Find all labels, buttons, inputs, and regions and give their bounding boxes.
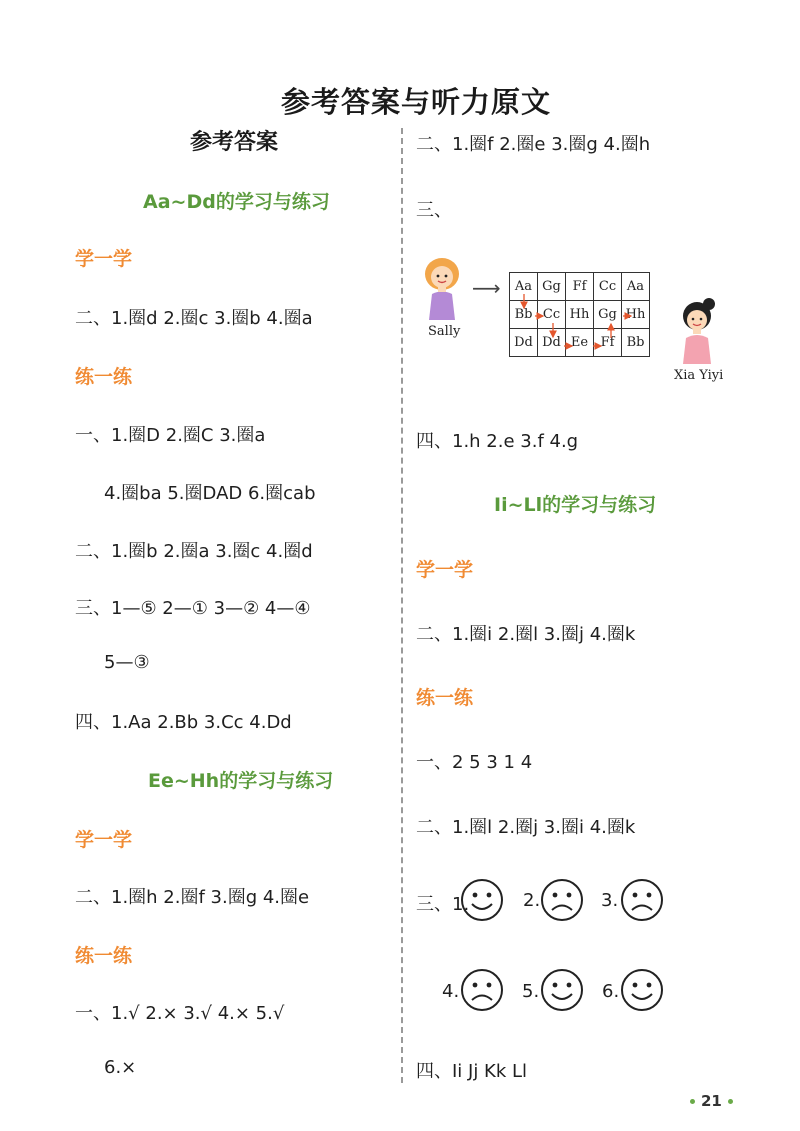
frown-face-icon	[620, 878, 664, 922]
answer-line: 6.×	[104, 1057, 137, 1078]
column-divider	[401, 128, 403, 1083]
dot-decoration	[728, 1099, 733, 1104]
answer-line: 二、1.圈b 2.圈a 3.圈c 4.圈d	[75, 541, 313, 562]
sub-learn-2: 学一学	[75, 829, 133, 851]
answer-line: 2.	[523, 890, 541, 911]
grid-cell: Bb	[510, 301, 538, 329]
grid-cell: Cc	[538, 301, 566, 329]
answer-line: 二、1.圈f 2.圈e 3.圈g 4.圈h	[416, 134, 651, 155]
sub-practice-1: 练一练	[75, 366, 133, 388]
smile-face-icon	[540, 968, 584, 1012]
answers-heading: 参考答案	[190, 130, 279, 155]
answer-line: 4.圈ba 5.圈DAD 6.圈cab	[104, 483, 316, 504]
answer-line: 三、1.	[416, 894, 470, 915]
smile-face-icon	[620, 968, 664, 1012]
answer-line: 二、1.圈i 2.圈l 3.圈j 4.圈k	[416, 624, 636, 645]
frown-face-icon	[540, 878, 584, 922]
sub-learn-3: 学一学	[416, 559, 474, 581]
grid-cell: Ff	[594, 329, 622, 357]
grid-cell: Ee	[566, 329, 594, 357]
answer-line: 二、1.圈h 2.圈f 3.圈g 4.圈e	[75, 887, 310, 908]
answer-line: 一、2 5 3 1 4	[416, 752, 533, 773]
sub-learn-1: 学一学	[75, 248, 133, 270]
answer-line: 4.	[442, 981, 460, 1002]
sub-practice-3: 练一练	[416, 687, 474, 709]
answer-line: 二、1.圈d 2.圈c 3.圈b 4.圈a	[75, 308, 313, 329]
section-ii-ll: Ii~Ll的学习与练习	[494, 494, 657, 516]
answer-line: 四、Ii Jj Kk Ll	[416, 1061, 528, 1082]
section-aa-dd: Aa~Dd的学习与练习	[143, 191, 330, 213]
page-number-text: 21	[701, 1092, 722, 1110]
page-number	[684, 1092, 739, 1110]
answer-line: 四、1.h 2.e 3.f 4.g	[416, 431, 579, 452]
xia-yiyi-girl-illustration	[674, 296, 720, 366]
xia-yiyi-label: Xia Yiyi	[674, 368, 724, 383]
grid-cell: Aa	[510, 273, 538, 301]
answer-line: 二、1.圈l 2.圈j 3.圈i 4.圈k	[416, 817, 636, 838]
grid-cell: Ff	[566, 273, 594, 301]
sally-label: Sally	[428, 324, 461, 339]
smile-face-icon	[460, 878, 504, 922]
grid-cell: Dd	[510, 329, 538, 357]
grid-cell: Bb	[622, 329, 650, 357]
arrow-icon: ⟶	[472, 276, 501, 300]
sub-practice-2: 练一练	[75, 945, 133, 967]
answer-line: 三、	[416, 200, 452, 221]
section-ee-hh: Ee~Hh的学习与练习	[148, 770, 334, 792]
answer-line: 6.	[602, 981, 620, 1002]
answer-line: 四、1.Aa 2.Bb 3.Cc 4.Dd	[75, 712, 292, 733]
grid-cell: Gg	[538, 273, 566, 301]
sally-girl-illustration	[418, 256, 466, 322]
maze-path-arrows	[509, 272, 657, 362]
answer-line: 3.	[601, 890, 619, 911]
grid-cell: Cc	[594, 273, 622, 301]
grid-cell: Hh	[566, 301, 594, 329]
grid-cell: Aa	[622, 273, 650, 301]
answer-line: 5.	[522, 981, 540, 1002]
dot-decoration	[690, 1099, 695, 1104]
answer-line: 一、1.圈D 2.圈C 3.圈a	[75, 425, 266, 446]
grid-cell: Dd	[538, 329, 566, 357]
answer-line: 一、1.√ 2.× 3.√ 4.× 5.√	[75, 1003, 285, 1024]
answer-line: 三、1—⑤ 2—① 3—② 4—④	[75, 598, 311, 619]
answer-line: 5—③	[104, 652, 150, 673]
frown-face-icon	[460, 968, 504, 1012]
page-title: 参考答案与听力原文	[281, 85, 552, 119]
grid-cell: Gg	[594, 301, 622, 329]
grid-cell: Hh	[622, 301, 650, 329]
